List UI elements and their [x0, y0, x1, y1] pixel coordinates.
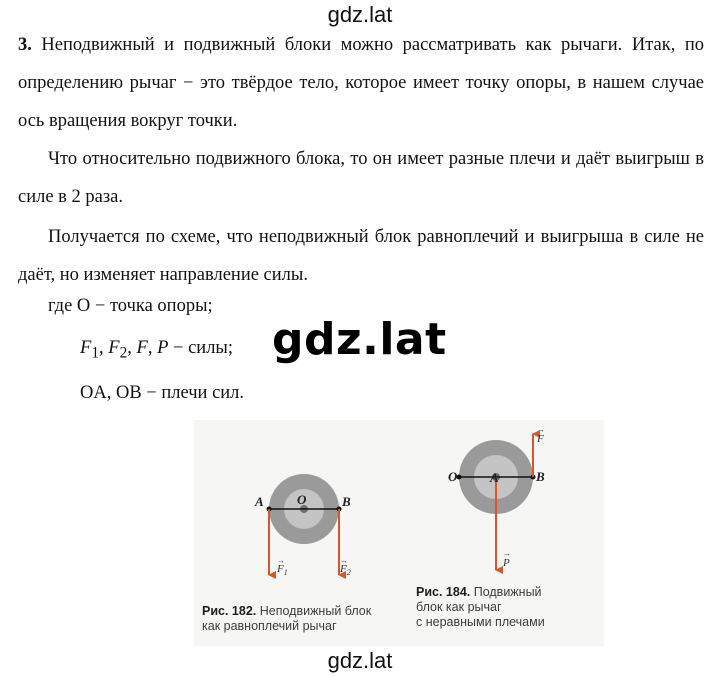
legend-line-pivot: где O − точка опоры; [48, 296, 213, 316]
movable-pulley [448, 425, 545, 570]
svg-text:O: O [448, 469, 458, 484]
watermark-large: gdz.lat [272, 314, 447, 365]
svg-text:B: B [342, 494, 351, 509]
item-number: 3. [18, 35, 32, 55]
svg-text:→: → [277, 556, 285, 565]
paragraph-2 [18, 140, 704, 216]
svg-text:→: → [537, 425, 545, 434]
caption-fig-184: Рис. 184. Подвижный блок как рычаг с неравными плечами [416, 585, 545, 629]
figure-pulleys [194, 420, 604, 646]
paragraph-3-text: Получается по схеме, что неподвижный блок равноплечий и выигрыша в силе не даёт, но изменяет направление силы. [18, 227, 704, 285]
paragraph-1 [18, 26, 704, 140]
svg-text:A: A [490, 470, 499, 485]
svg-text:F1: $F_1$ [277, 563, 288, 577]
watermark-bottom: gdz.lat [327, 648, 393, 673]
svg-text:P: P [503, 557, 510, 569]
caption-fig-182: Рис. 182. Неподвижный блок как равноплечий рычаг [202, 604, 372, 633]
paragraph-3 [18, 218, 704, 294]
svg-text:→: → [503, 549, 511, 558]
svg-text:F: F [537, 433, 544, 445]
fixed-pulley [254, 474, 351, 577]
svg-text:B: B [536, 469, 545, 484]
legend-line-forces: $F_1$, $F_2$, F, P − силы; [80, 338, 234, 362]
svg-text:→: → [340, 556, 348, 565]
svg-text:O: O [297, 492, 307, 507]
paragraph-2-text: Что относительно подвижного блока, то он имеет разные плечи и даёт выигрыш в силе в 2 раза. [18, 149, 704, 207]
svg-text:F2: $F_2$ [340, 563, 351, 577]
legend-line-arms: OA, OB − плечи сил. [80, 383, 245, 403]
svg-text:A: A [255, 494, 264, 509]
watermark-top: gdz.lat [327, 2, 393, 27]
paragraph-1-text: Неподвижный и подвижный блоки можно рассматривать как рычаги. Итак, по определению рычаг − это твёрдое тело, которое имеет точку опоры, в нашем случае ось вращения вокруг точки. [18, 35, 705, 131]
